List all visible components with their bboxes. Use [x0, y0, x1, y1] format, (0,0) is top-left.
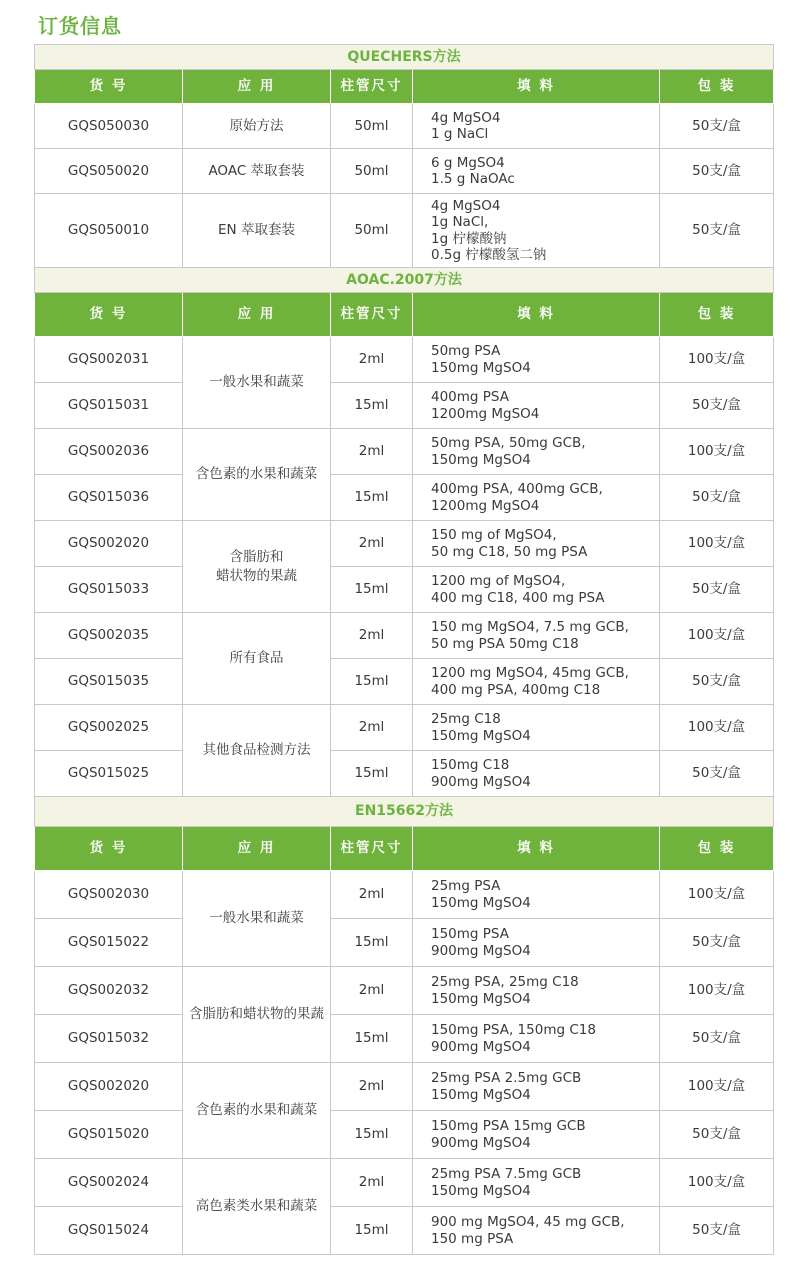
item-size: 15ml: [331, 475, 413, 521]
item-application: 原始方法: [183, 104, 331, 149]
item-filler: 6 g MgSO4 1.5 g NaOAc: [413, 149, 660, 194]
item-package: 50支/盒: [660, 659, 774, 705]
item-size: 50ml: [331, 149, 413, 194]
table-row: [35, 383, 774, 429]
item-package: 50支/盒: [660, 475, 774, 521]
table-row: [35, 567, 774, 613]
section-title-row: [35, 268, 774, 293]
item-package: 50支/盒: [660, 919, 774, 967]
item-filler: 400mg PSA, 400mg GCB, 1200mg MgSO4: [413, 475, 660, 521]
header-size: 柱管尺寸: [331, 70, 413, 104]
item-package: 100支/盒: [660, 1159, 774, 1207]
item-package: 50支/盒: [660, 1207, 774, 1255]
item-size: 15ml: [331, 383, 413, 429]
table-row: [35, 871, 774, 919]
item-code: GQS050030: [35, 104, 183, 149]
header-size: 柱管尺寸: [331, 293, 413, 337]
table-row: [35, 337, 774, 383]
table-row: [35, 1207, 774, 1255]
item-application: 含色素的水果和蔬菜: [183, 429, 331, 521]
table-row: [35, 1063, 774, 1111]
table-row: [35, 1015, 774, 1063]
header-package: 包 装: [660, 293, 774, 337]
section-title-row: [35, 45, 774, 70]
item-filler: 150 mg MgSO4, 7.5 mg GCB, 50 mg PSA 50mg C18: [413, 613, 660, 659]
section-title: EN15662方法: [35, 797, 774, 827]
item-code: GQS015020: [35, 1111, 183, 1159]
item-package: 100支/盒: [660, 1063, 774, 1111]
item-code: GQS002020: [35, 521, 183, 567]
item-size: 2ml: [331, 1063, 413, 1111]
item-size: 15ml: [331, 1207, 413, 1255]
table-row: [35, 521, 774, 567]
item-code: GQS002035: [35, 613, 183, 659]
item-size: 2ml: [331, 613, 413, 659]
item-code: GQS015025: [35, 751, 183, 797]
item-filler: 25mg PSA, 25mg C18 150mg MgSO4: [413, 967, 660, 1015]
header-row: [35, 70, 774, 104]
item-code: GQS015033: [35, 567, 183, 613]
table-row: [35, 613, 774, 659]
item-package: 50支/盒: [660, 751, 774, 797]
item-size: 15ml: [331, 567, 413, 613]
table-row: [35, 475, 774, 521]
item-filler: 25mg C18 150mg MgSO4: [413, 705, 660, 751]
item-filler: 900 mg MgSO4, 45 mg GCB, 150 mg PSA: [413, 1207, 660, 1255]
table-row: [35, 751, 774, 797]
item-filler: 150mg C18 900mg MgSO4: [413, 751, 660, 797]
order-table: [34, 44, 774, 1255]
header-code: 货 号: [35, 293, 183, 337]
table-row: [35, 1159, 774, 1207]
item-code: GQS015036: [35, 475, 183, 521]
item-filler: 150 mg of MgSO4, 50 mg C18, 50 mg PSA: [413, 521, 660, 567]
item-code: GQS015022: [35, 919, 183, 967]
item-application: 其他食品检测方法: [183, 705, 331, 797]
item-filler: 50mg PSA, 50mg GCB, 150mg MgSO4: [413, 429, 660, 475]
item-filler: 1200 mg MgSO4, 45mg GCB, 400 mg PSA, 400mg C18: [413, 659, 660, 705]
item-size: 2ml: [331, 1159, 413, 1207]
header-size: 柱管尺寸: [331, 827, 413, 871]
item-code: GQS002032: [35, 967, 183, 1015]
item-filler: 150mg PSA 15mg GCB 900mg MgSO4: [413, 1111, 660, 1159]
item-code: GQS002024: [35, 1159, 183, 1207]
item-size: 2ml: [331, 705, 413, 751]
item-filler: 50mg PSA 150mg MgSO4: [413, 337, 660, 383]
item-code: GQS002036: [35, 429, 183, 475]
table-row: [35, 705, 774, 751]
item-filler: 400mg PSA 1200mg MgSO4: [413, 383, 660, 429]
item-size: 15ml: [331, 751, 413, 797]
item-code: GQS050020: [35, 149, 183, 194]
item-package: 50支/盒: [660, 104, 774, 149]
section-title: QUECHERS方法: [35, 45, 774, 70]
item-application: 一般水果和蔬菜: [183, 337, 331, 429]
item-size: 2ml: [331, 521, 413, 567]
item-filler: 25mg PSA 7.5mg GCB 150mg MgSO4: [413, 1159, 660, 1207]
item-package: 50支/盒: [660, 567, 774, 613]
item-filler: 4g MgSO4 1g NaCl, 1g 柠檬酸钠 0.5g 柠檬酸氢二钠: [413, 194, 660, 268]
item-code: GQS002025: [35, 705, 183, 751]
item-size: 2ml: [331, 871, 413, 919]
item-filler: 25mg PSA 150mg MgSO4: [413, 871, 660, 919]
item-package: 50支/盒: [660, 1111, 774, 1159]
header-application: 应 用: [183, 70, 331, 104]
item-package: 100支/盒: [660, 521, 774, 567]
item-package: 100支/盒: [660, 705, 774, 751]
item-application: 含色素的水果和蔬菜: [183, 1063, 331, 1159]
table-row: [35, 104, 774, 149]
item-code: GQS002030: [35, 871, 183, 919]
item-application: 高色素类水果和蔬菜: [183, 1159, 331, 1255]
header-code: 货 号: [35, 827, 183, 871]
item-size: 2ml: [331, 337, 413, 383]
item-size: 15ml: [331, 1111, 413, 1159]
item-filler: 25mg PSA 2.5mg GCB 150mg MgSO4: [413, 1063, 660, 1111]
item-filler: 4g MgSO4 1 g NaCl: [413, 104, 660, 149]
item-package: 50支/盒: [660, 149, 774, 194]
item-size: 15ml: [331, 919, 413, 967]
header-filler: 填 料: [413, 827, 660, 871]
header-code: 货 号: [35, 70, 183, 104]
table-row: [35, 919, 774, 967]
item-package: 100支/盒: [660, 967, 774, 1015]
item-package: 50支/盒: [660, 194, 774, 268]
item-code: GQS002020: [35, 1063, 183, 1111]
header-row: [35, 827, 774, 871]
item-package: 100支/盒: [660, 613, 774, 659]
item-code: GQS002031: [35, 337, 183, 383]
header-package: 包 装: [660, 70, 774, 104]
header-filler: 填 料: [413, 293, 660, 337]
item-package: 100支/盒: [660, 337, 774, 383]
table-row: [35, 149, 774, 194]
item-application: 含脂肪和蜡状物的果蔬: [183, 967, 331, 1063]
section-title-row: [35, 797, 774, 827]
item-size: 50ml: [331, 104, 413, 149]
table-row: [35, 967, 774, 1015]
item-package: 50支/盒: [660, 1015, 774, 1063]
item-size: 2ml: [331, 967, 413, 1015]
item-code: GQS015024: [35, 1207, 183, 1255]
item-application: 所有食品: [183, 613, 331, 705]
page-title: 订货信息: [38, 14, 122, 38]
item-application: 一般水果和蔬菜: [183, 871, 331, 967]
item-filler: 150mg PSA 900mg MgSO4: [413, 919, 660, 967]
item-package: 100支/盒: [660, 429, 774, 475]
header-filler: 填 料: [413, 70, 660, 104]
item-code: GQS050010: [35, 194, 183, 268]
item-code: GQS015032: [35, 1015, 183, 1063]
header-application: 应 用: [183, 827, 331, 871]
table-row: [35, 429, 774, 475]
item-application: EN 萃取套装: [183, 194, 331, 268]
table-row: [35, 1111, 774, 1159]
item-size: 15ml: [331, 659, 413, 705]
item-package: 100支/盒: [660, 871, 774, 919]
item-filler: 150mg PSA, 150mg C18 900mg MgSO4: [413, 1015, 660, 1063]
item-package: 50支/盒: [660, 383, 774, 429]
section-title: AOAC.2007方法: [35, 268, 774, 293]
item-size: 15ml: [331, 1015, 413, 1063]
item-code: GQS015035: [35, 659, 183, 705]
table-row: [35, 659, 774, 705]
table-row: [35, 194, 774, 268]
item-code: GQS015031: [35, 383, 183, 429]
item-size: 50ml: [331, 194, 413, 268]
item-filler: 1200 mg of MgSO4, 400 mg C18, 400 mg PSA: [413, 567, 660, 613]
header-row: [35, 293, 774, 337]
header-application: 应 用: [183, 293, 331, 337]
item-size: 2ml: [331, 429, 413, 475]
header-package: 包 装: [660, 827, 774, 871]
item-application: AOAC 萃取套装: [183, 149, 331, 194]
item-application: 含脂肪和 蜡状物的果蔬: [183, 521, 331, 613]
